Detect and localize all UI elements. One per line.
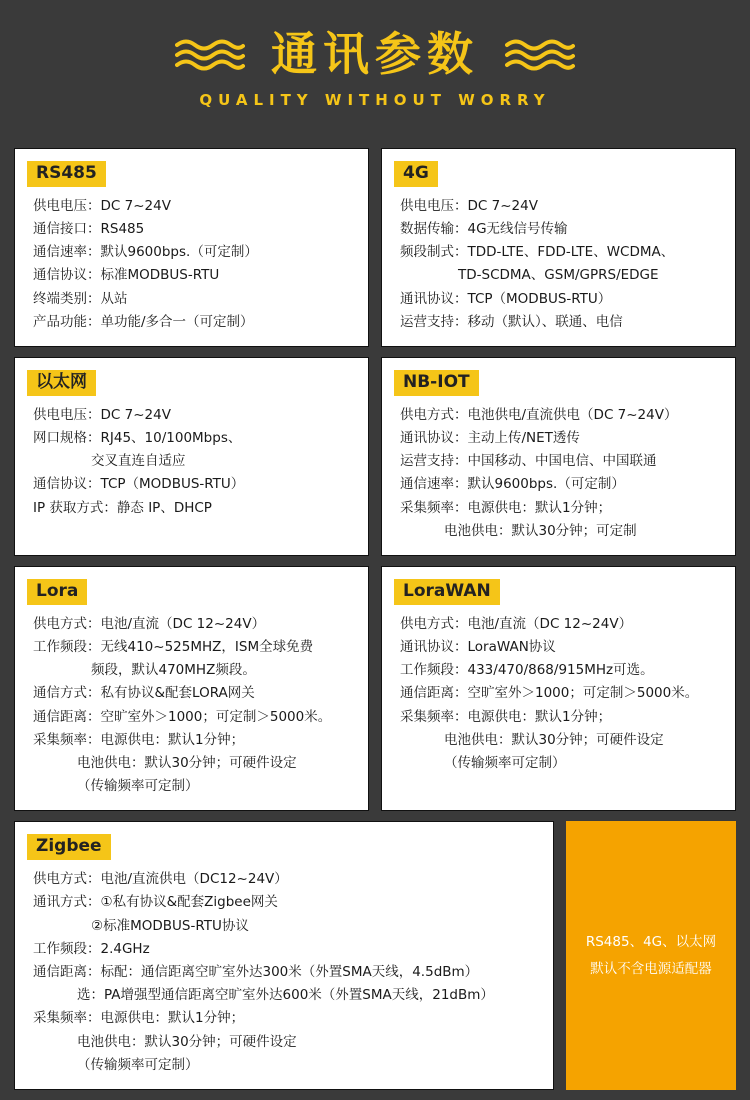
spec-card-rs485 [14,148,369,347]
spec-line: 频段，默认470MHZ频段。 [91,662,256,679]
spec-line: （传输频率可定制） [77,1056,199,1073]
spec-line: 采集频率：电源供电：默认1分钟； [33,1010,245,1027]
card-lines [27,868,541,1077]
card-lines [394,613,723,776]
spec-line: 工作频段：2.4GHz [33,940,150,957]
title-row [175,27,575,81]
spec-line: 采集频率：电源供电：默认1分钟； [400,499,612,516]
page-title: 通讯参数 [271,27,479,81]
spec-line: （传输频率可定制） [444,755,566,771]
card-badge: Lora [27,579,87,605]
spec-card-grid [0,140,750,1100]
spec-line: 交叉直连自适应 [91,453,186,470]
spec-line: 终端类别：从站 [33,290,128,307]
spec-line: 供电电压：DC 7~24V [400,197,538,214]
spec-line: 供电电压：DC 7~24V [33,406,171,423]
spec-line: 通信协议：TCP（MODBUS-RTU） [33,476,245,493]
spec-line: 网口规格：RJ45、10/100Mbps、 [33,429,242,446]
spec-line: 采集频率：电源供电：默认1分钟； [400,708,612,725]
spec-line: 运营支持：移动（默认）、联通、电信 [400,313,623,330]
spec-line: 供电方式：电池/直流供电（DC12~24V） [33,871,288,888]
spec-line: 工作频段：无线410~525MHZ，ISM全球免费 [33,638,314,655]
spec-card-nbiot [381,357,736,556]
note-line-1: RS485、4G、以太网 [585,933,717,950]
card-badge: 4G [394,161,438,187]
spec-line: 供电方式：电池/直流（DC 12~24V） [33,615,266,632]
card-badge: 以太网 [27,370,96,396]
spec-line: 通信协议：标准MODBUS-RTU [33,267,220,284]
spec-line: 通信方式：私有协议&配套LORA网关 [33,685,255,702]
spec-card-lorawan [381,566,736,811]
spec-line: 通信距离：空旷室外＞1000；可定制＞5000米。 [33,708,332,725]
page-subtitle: QUALITY WITHOUT WORRY [199,91,551,109]
card-row-1 [14,148,736,347]
spec-line: 通信接口：RS485 [33,220,145,237]
spec-card-ethernet [14,357,369,556]
spec-line: 通讯协议：主动上传/NET透传 [400,429,580,446]
card-row-2 [14,357,736,556]
spec-line: 频段制式：TDD-LTE、FDD-LTE、WCDMA、 [400,244,675,261]
card-badge: NB-IOT [394,370,479,396]
card-lines [27,613,356,799]
spec-line: 供电方式：电池供电/直流供电（DC 7~24V） [400,406,678,423]
spec-line: 采集频率：电源供电：默认1分钟； [33,731,245,748]
card-badge: LoraWAN [394,579,500,605]
spec-line: 电池供电：默认30分钟；可硬件设定 [444,731,664,748]
spec-line: 运营支持：中国移动、中国电信、中国联通 [400,453,657,470]
note-line-2: 默认不含电源适配器 [590,960,712,977]
spec-card-4g [381,148,736,347]
spec-line: 工作频段：433/470/868/915MHz可选。 [400,662,654,679]
spec-line: 通信速率：默认9600bps.（可定制） [400,476,625,493]
spec-line: 通信速率：默认9600bps.（可定制） [33,244,258,261]
spec-line: 供电方式：电池/直流（DC 12~24V） [400,615,633,632]
card-lines [394,404,723,543]
spec-line: TD-SCDMA、GSM/GPRS/EDGE [458,267,659,284]
spec-card-zigbee [14,821,554,1090]
spec-card-lora [14,566,369,811]
card-badge: RS485 [27,161,106,187]
card-row-3 [14,566,736,811]
spec-line: 通信距离：空旷室外＞1000；可定制＞5000米。 [400,685,699,702]
spec-line: （传输频率可定制） [77,778,199,795]
spec-line: 产品功能：单功能/多合一（可定制） [33,313,254,330]
wave-left-icon [175,37,245,71]
spec-line: 通讯方式：①私有协议&配套Zigbee网关 [33,894,278,911]
spec-line: IP 获取方式：静态 IP、DHCP [33,499,212,516]
card-badge: Zigbee [27,834,111,860]
card-lines [394,195,723,334]
page-header [0,0,750,140]
spec-line: 电池供电：默认30分钟；可硬件设定 [77,1033,297,1050]
spec-line: 通讯协议：LoraWAN协议 [400,638,556,655]
spec-line: 通信距离：标配：通信距离空旷室外达300米（外置SMA天线，4.5dBm） [33,964,479,980]
card-row-4 [14,821,736,1090]
spec-line: 选：PA增强型通信距离空旷室外达600米（外置SMA天线，21dBm） [77,987,494,1004]
card-lines [27,404,356,520]
note-box [566,821,736,1090]
spec-line: 通讯协议：TCP（MODBUS-RTU） [400,290,612,307]
spec-line: 电池供电：默认30分钟；可硬件设定 [77,755,297,771]
spec-line: 电池供电：默认30分钟；可定制 [444,522,637,539]
card-lines [27,195,356,334]
spec-line: ②标准MODBUS-RTU协议 [91,917,249,934]
spec-line: 供电电压：DC 7~24V [33,197,171,214]
spec-line: 数据传输：4G无线信号传输 [400,220,568,237]
wave-right-icon [505,37,575,71]
